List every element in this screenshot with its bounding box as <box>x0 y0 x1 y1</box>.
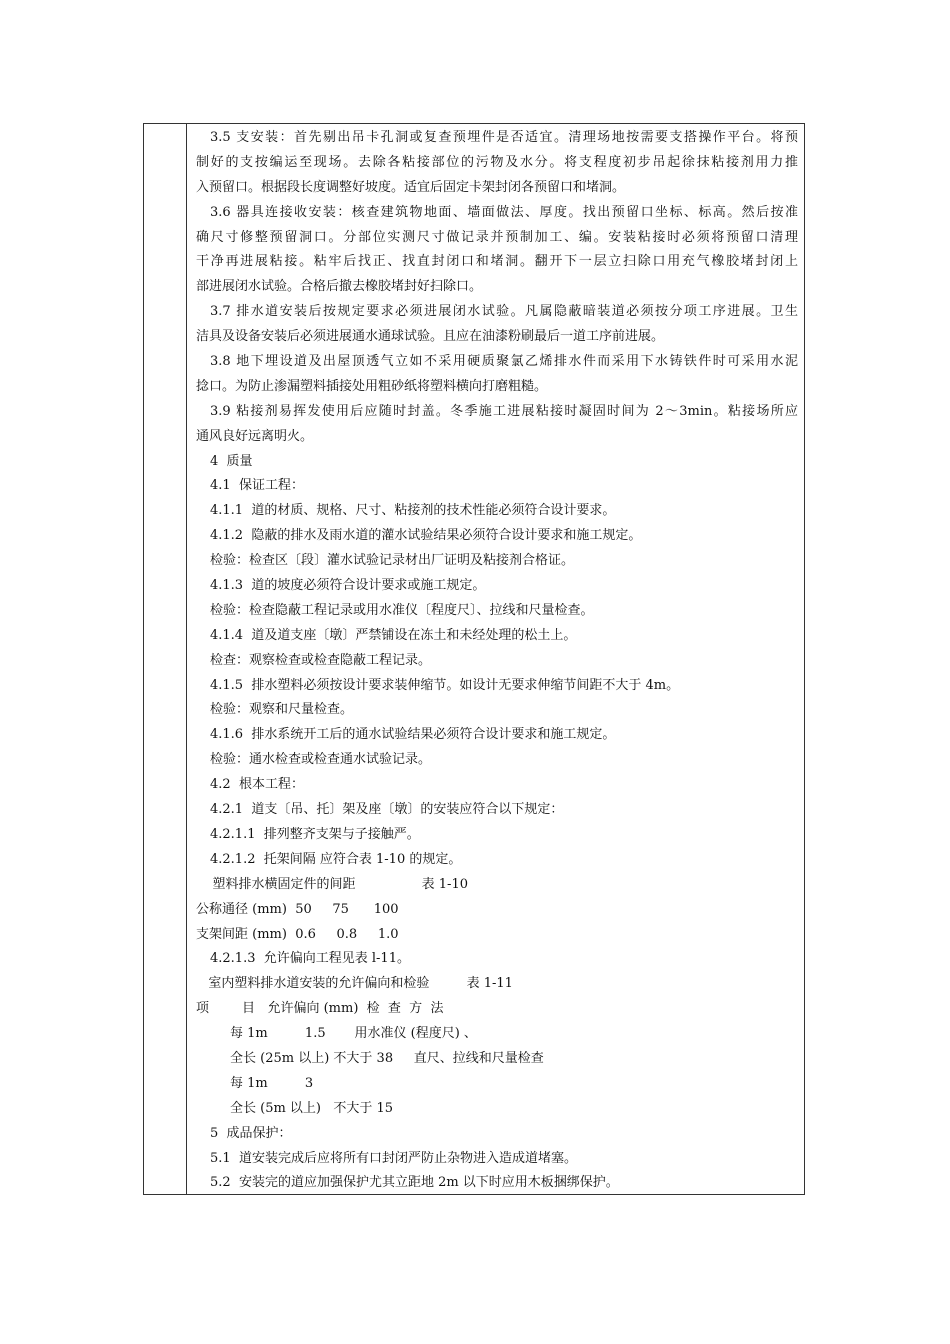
text-line: 3.5 支安装：首先剔出吊卡孔洞或复查预埋件是否适宜。清理场地按需要支搭操作平台。将预 <box>210 130 798 145</box>
text-line: 每 1m 1.5 用水准仪 (程度尺) 、 <box>230 1026 477 1042</box>
text-line: 捻口。为防止渗漏塑料插接处用粗砂纸将塑料横向打磨粗糙。 <box>196 378 548 394</box>
text-line: 制好的支按编运至现场。去除各粘接部位的污物及水分。将支程度初步吊起徐抹粘接剂用力推 <box>196 154 798 170</box>
text-line: 5.1 道安装完成后应将所有口封闭严防止杂物进入造成道堵塞。 <box>210 1150 577 1166</box>
text-line: 支架间距 (mm) 0.6 0.8 1.0 <box>196 926 399 942</box>
text-line: 确尺寸修整预留洞口。分部位实测尺寸做记录并预制加工、编。安装粘接时必须将预留口清理 <box>196 229 798 245</box>
text-line: 入预留口。根据段长度调整好坡度。适宜后固定卡架封闭各预留口和堵洞。 <box>196 179 626 195</box>
text-line: 4.1.3 道的坡度必须符合设计要求或施工规定。 <box>210 578 486 594</box>
text-line: 洁具及设备安装后必须进展通水通球试验。且应在油漆粉刷最后一道工序前进展。 <box>196 329 665 345</box>
text-line: 3.7 排水道安装后按规定要求必须进展闭水试验。凡属隐蔽暗装道必须按分项工序进展。卫生 <box>210 304 798 320</box>
text-line: 室内塑料排水道安装的允许偏向和检验 表 1-11 <box>196 976 513 992</box>
text-line: 5 成品保护： <box>210 1125 292 1141</box>
text-line: 公称通径 (mm) 50 75 100 <box>196 901 399 917</box>
text-line: 每 1m 3 <box>230 1075 314 1091</box>
text-line: 塑料排水横固定件的间距 表 1-10 <box>196 876 468 892</box>
text-line: 4.1.6 排水系统开工后的通水试验结果必须符合设计要求和施工规定。 <box>210 727 616 743</box>
text-line: 检查：观察检查或检查隐蔽工程记录。 <box>210 652 432 668</box>
document-body <box>196 126 798 1196</box>
text-line: 干净再进展粘接。粘牢后找正、找直封闭口和堵洞。翻开下一层立扫除口用充气橡胶堵封闭上 <box>196 254 798 270</box>
text-line: 项 目 允许偏向 (mm) 检 查 方 法 <box>196 1001 444 1017</box>
text-line: 3.6 器具连接收安装：核查建筑物地面、墙面做法、厚度。找出预留口坐标、标高。然后按准 <box>210 204 798 220</box>
text-line: 4.1.2 隐蔽的排水及雨水道的灌水试验结果必须符合设计要求和施工规定。 <box>210 528 642 544</box>
text-line: 部进展闭水试验。合格后撤去橡胶堵封好扫除口。 <box>196 279 483 295</box>
text-line: 通风良好远离明火。 <box>196 428 314 444</box>
text-line: 4 质量 <box>210 453 253 469</box>
text-line: 4.2.1.2 托架间隔 应符合表 1-10 的规定。 <box>210 851 462 867</box>
left-label-column <box>144 124 187 1194</box>
text-line: 4.1.4 道及道支座〔墩〕严禁铺设在冻土和未经处理的松土上。 <box>210 627 577 643</box>
document-table <box>143 123 805 1195</box>
text-line: 4.2 根本工程： <box>210 777 304 793</box>
text-line: 检验：通水检查或检查通水试验记录。 <box>210 752 432 768</box>
text-line: 4.1 保证工程： <box>210 478 304 494</box>
text-line: 3.9 粘接剂易挥发使用后应随时封盖。冬季施工进展粘接时凝固时间为 2～3min。粘接场所应 <box>210 403 798 419</box>
text-line: 检验：检查区〔段〕灌水试验记录材出厂证明及粘接剂合格证。 <box>210 553 575 569</box>
text-line: 4.1.5 排水塑料必须按设计要求装伸缩节。如设计无要求伸缩节间距不大于 4m。 <box>210 677 680 693</box>
text-line: 全长 (5m 以上) 不大于 15 <box>230 1100 394 1116</box>
text-line: 4.2.1 道支〔吊、托〕架及座〔墩〕的安装应符合以下规定： <box>210 802 564 818</box>
text-line: 5.2 安装完的道应加强保护尤其立距地 2m 以下时应用木板捆绑保护。 <box>210 1175 619 1191</box>
text-line: 检验：观察和尺量检查。 <box>210 702 354 718</box>
text-line: 全长 (25m 以上) 不大于 38 直尺、拉线和尺量检查 <box>230 1050 544 1066</box>
text-line: 检验：检查隐蔽工程记录或用水准仪〔程度尺〕、拉线和尺量检查。 <box>210 602 594 618</box>
text-line: 4.2.1.1 排列整齐支架与子接触严。 <box>210 826 420 842</box>
text-line: 4.2.1.3 允许偏向工程见表 l-11。 <box>210 951 410 967</box>
text-line: 3.8 地下埋设道及出屋顶透气立如不采用硬质聚氯乙烯排水件而采用下水铸铁件时可采用水泥 <box>210 354 798 370</box>
text-line: 4.1.1 道的材质、规格、尺寸、粘接剂的技术性能必须符合设计要求。 <box>210 503 616 519</box>
